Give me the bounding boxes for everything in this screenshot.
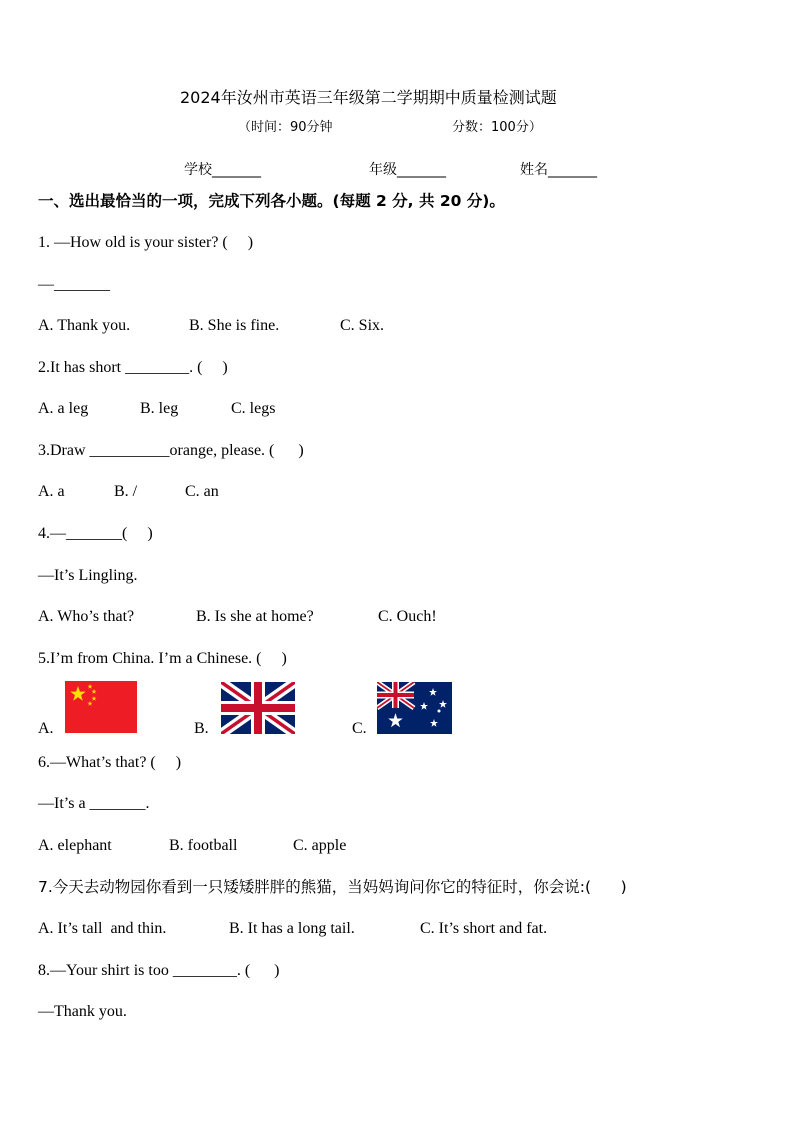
q1-option-a: A. Thank you. bbox=[38, 317, 131, 334]
q8-reply: —Thank you. bbox=[38, 1003, 127, 1020]
q6-stem: 6.—What’s that? ( ) bbox=[38, 754, 182, 771]
name-field: 姓名_______ bbox=[520, 162, 597, 178]
q7-option-c: C. It’s short and fat. bbox=[420, 920, 548, 937]
exam-score: 分数：100分） bbox=[452, 120, 542, 135]
q2-option-b: B. leg bbox=[140, 400, 179, 417]
q4-option-c: C. Ouch! bbox=[378, 608, 437, 625]
q2-stem: 2.It has short ________. ( ) bbox=[38, 359, 228, 376]
q7-stem: 7.今天去动物园你看到一只矮矮胖胖的熊猫，当妈妈询问你它的特征时，你会说:( ) bbox=[38, 878, 627, 896]
q3-option-b: B. / bbox=[114, 483, 138, 500]
school-field: 学校_______ bbox=[184, 162, 261, 178]
q1-reply: —_______ bbox=[38, 276, 110, 293]
q6-option-a: A. elephant bbox=[38, 837, 112, 854]
q6-option-b: B. football bbox=[169, 837, 238, 854]
q7-option-a: A. It’s tall and thin. bbox=[38, 920, 167, 937]
q2-option-a: A. a leg bbox=[38, 400, 89, 417]
q3-stem: 3.Draw __________orange, please. ( ) bbox=[38, 442, 304, 459]
china-flag-icon bbox=[65, 681, 137, 733]
q3-option-c: C. an bbox=[185, 483, 219, 500]
q4-reply: —It’s Lingling. bbox=[38, 567, 138, 584]
q2-option-c: C. legs bbox=[231, 400, 276, 417]
q4-option-b: B. Is she at home? bbox=[196, 608, 314, 625]
q8-stem: 8.—Your shirt is too ________. ( ) bbox=[38, 962, 280, 979]
q5-option-c: C. bbox=[352, 720, 367, 737]
q4-stem: 4.—_______( ) bbox=[38, 525, 153, 542]
q5-option-b: B. bbox=[194, 720, 209, 737]
q6-reply: —It’s a _______. bbox=[38, 795, 150, 812]
uk-flag-icon bbox=[221, 682, 295, 734]
q6-option-c: C. apple bbox=[293, 837, 347, 854]
q5-stem: 5.I’m from China. I’m a Chinese. ( ) bbox=[38, 650, 287, 667]
q3-option-a: A. a bbox=[38, 483, 65, 500]
grade-field: 年级_______ bbox=[369, 162, 446, 178]
q1-option-b: B. She is fine. bbox=[189, 317, 280, 334]
q7-option-b: B. It has a long tail. bbox=[229, 920, 355, 937]
page-title: 2024年汝州市英语三年级第二学期期中质量检测试题 bbox=[180, 88, 557, 107]
q1-stem: 1. —How old is your sister? ( ) bbox=[38, 234, 254, 251]
exam-time: （时间：90分钟 bbox=[238, 120, 333, 135]
section-heading: 一、选出最恰当的一项，完成下列各小题。(每题 2 分, 共 20 分)。 bbox=[38, 192, 505, 210]
q4-option-a: A. Who’s that? bbox=[38, 608, 135, 625]
q1-option-c: C. Six. bbox=[340, 317, 385, 334]
australia-flag-icon bbox=[377, 682, 452, 734]
q5-option-a: A. bbox=[38, 720, 54, 737]
